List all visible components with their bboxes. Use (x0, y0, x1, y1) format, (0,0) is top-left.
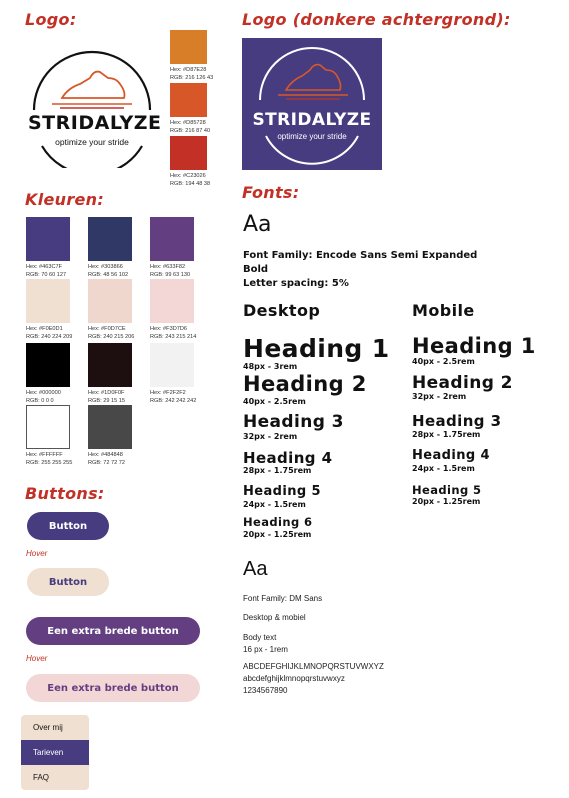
heading-font-family: Font Family: Encode Sans Semi Expanded (243, 250, 478, 261)
color-swatch-rgb: RGB: 48 56 102 (88, 272, 129, 278)
logo-swatch-hex: Hex: #D87E28 (170, 67, 207, 73)
mobile-heading-5: Heading 5 (412, 483, 482, 497)
mobile-heading-4-size: 24px - 1.5rem (412, 464, 475, 473)
color-swatch-hex: Hex: #F0E0D1 (26, 326, 63, 332)
color-swatch-hex: Hex: #303866 (88, 264, 123, 270)
body-text-size: 16 px - 1rem (243, 645, 288, 654)
hover-label: Hover (26, 549, 48, 558)
mobile-heading-2: Heading 2 (412, 373, 513, 393)
color-swatch-hex: Hex: #FFFFFF (26, 452, 63, 458)
desktop-heading-5: Heading 5 (243, 484, 321, 499)
logo-dark-tagline: optimize your stride (277, 132, 347, 141)
color-swatch-rgb: RGB: 0 0 0 (26, 398, 54, 404)
body-font-family: Font Family: DM Sans (243, 594, 323, 603)
color-swatch-hex: Hex: #463C7F (26, 264, 63, 270)
color-swatch (88, 279, 132, 323)
body-font-usage: Desktop & mobiel (243, 613, 306, 622)
color-swatch-rgb: RGB: 255 255 255 (26, 460, 73, 466)
mobile-heading-1: Heading 1 (412, 334, 536, 358)
logo-dark-section-title: Logo (donkere achtergrond): (242, 10, 511, 29)
color-swatch (26, 279, 70, 323)
logo-swatch-rgb: RGB: 194 48 38 (170, 181, 211, 187)
heading-letter-spacing: Letter spacing: 5% (243, 278, 349, 289)
desktop-heading-6-size: 20px - 1.25rem (243, 530, 312, 539)
logo-dark (242, 38, 382, 170)
desktop-heading-1-size: 48px - 3rem (243, 362, 298, 371)
logo-swatch-rgb: RGB: 216 87 40 (170, 128, 211, 134)
color-swatch-rgb: RGB: 242 242 242 (150, 398, 197, 404)
color-swatch-hex: Hex: #F0D7CE (88, 326, 126, 332)
heading-font-sample: Aa (243, 212, 272, 237)
color-swatch-hex: Hex: #484848 (88, 452, 123, 458)
color-swatch (88, 343, 132, 387)
mobile-heading-5-size: 20px - 1.25rem (412, 497, 481, 506)
color-swatch-rgb: RGB: 240 215 206 (88, 334, 135, 340)
mobile-heading-2-size: 32px - 2rem (412, 392, 467, 401)
desktop-heading-1: Heading 1 (243, 334, 390, 363)
color-swatch-hex: Hex: #633F82 (150, 264, 186, 270)
logo-color-swatch (170, 83, 207, 117)
wide-button-hover[interactable]: Een extra brede button (26, 674, 200, 702)
desktop-heading-3: Heading 3 (243, 412, 344, 432)
color-swatch (150, 217, 194, 261)
alphabet-uppercase: ABCDEFGHIJKLMNOPQRSTUVWXYZ (243, 662, 384, 671)
logo-swatch-hex: Hex: #C23026 (170, 173, 206, 179)
logo-color-swatch (170, 30, 207, 64)
desktop-heading-2: Heading 2 (243, 372, 367, 396)
mobile-heading-3: Heading 3 (412, 412, 502, 430)
desktop-heading-2-size: 40px - 2.5rem (243, 397, 306, 406)
logo-section-title: Logo: (25, 10, 77, 29)
logo-light-tagline: optimize your stride (55, 137, 129, 147)
color-swatch-hex: Hex: #000000 (26, 390, 61, 396)
body-font-sample: Aa (243, 558, 268, 580)
desktop-heading-4-size: 28px - 1.75rem (243, 466, 312, 475)
mobile-heading-1-size: 40px - 2.5rem (412, 357, 475, 366)
desktop-heading-3-size: 32px - 2rem (243, 432, 298, 441)
primary-button-hover[interactable]: Button (27, 568, 109, 596)
color-swatch (88, 217, 132, 261)
color-swatch-rgb: RGB: 29 15 15 (88, 398, 126, 404)
menu-item-tarieven[interactable]: Tarieven (21, 740, 89, 765)
digits: 1234567890 (243, 686, 288, 695)
logo-dark-wordmark: STRIDALYZE (252, 110, 372, 130)
menu-item-faq[interactable]: FAQ (21, 765, 89, 790)
desktop-heading-4: Heading 4 (243, 449, 333, 467)
color-swatch (26, 405, 70, 449)
color-swatch-rgb: RGB: 99 63 130 (150, 272, 191, 278)
logo-color-swatch (170, 136, 207, 170)
logo-light-wordmark: STRIDALYZE (28, 112, 162, 134)
color-swatch (26, 217, 70, 261)
colors-section-title: Kleuren: (25, 190, 105, 209)
desktop-heading-6: Heading 6 (243, 515, 313, 529)
menu-item-over-mij[interactable]: Over mij (21, 715, 89, 740)
logo-light (28, 48, 162, 168)
logo-swatch-rgb: RGB: 216 126 43 (170, 75, 214, 81)
mobile-heading-3-size: 28px - 1.75rem (412, 430, 481, 439)
mobile-title: Mobile (412, 301, 475, 320)
color-swatch-hex: Hex: #F2F2F2 (150, 390, 186, 396)
color-swatch-rgb: RGB: 70 60 127 (26, 272, 67, 278)
body-text-label: Body text (243, 633, 277, 642)
color-swatch-hex: Hex: #F3D7D6 (150, 326, 187, 332)
primary-button[interactable]: Button (27, 512, 109, 540)
buttons-section-title: Buttons: (25, 484, 105, 503)
color-swatch-rgb: RGB: 243 215 214 (150, 334, 197, 340)
mobile-heading-4: Heading 4 (412, 448, 490, 463)
color-swatch (150, 279, 194, 323)
color-swatch-hex: Hex: #1D0F0F (88, 390, 125, 396)
color-swatch-rgb: RGB: 240 224 209 (26, 334, 73, 340)
color-swatch (150, 343, 194, 387)
color-swatch (88, 405, 132, 449)
logo-light-mark (28, 48, 162, 168)
color-swatch-rgb: RGB: 72 72 72 (88, 460, 126, 466)
alphabet-lowercase: abcdefghijklmnopqrstuvwxyz (243, 674, 345, 683)
heading-font-weight: Bold (243, 264, 269, 275)
color-swatch (26, 343, 70, 387)
fonts-section-title: Fonts: (242, 183, 300, 202)
desktop-title: Desktop (243, 301, 321, 320)
hover-label-2: Hover (26, 654, 48, 663)
logo-dark-mark (242, 38, 382, 170)
wide-button[interactable]: Een extra brede button (26, 617, 200, 645)
logo-swatch-hex: Hex: #D85728 (170, 120, 206, 126)
desktop-heading-5-size: 24px - 1.5rem (243, 500, 306, 509)
